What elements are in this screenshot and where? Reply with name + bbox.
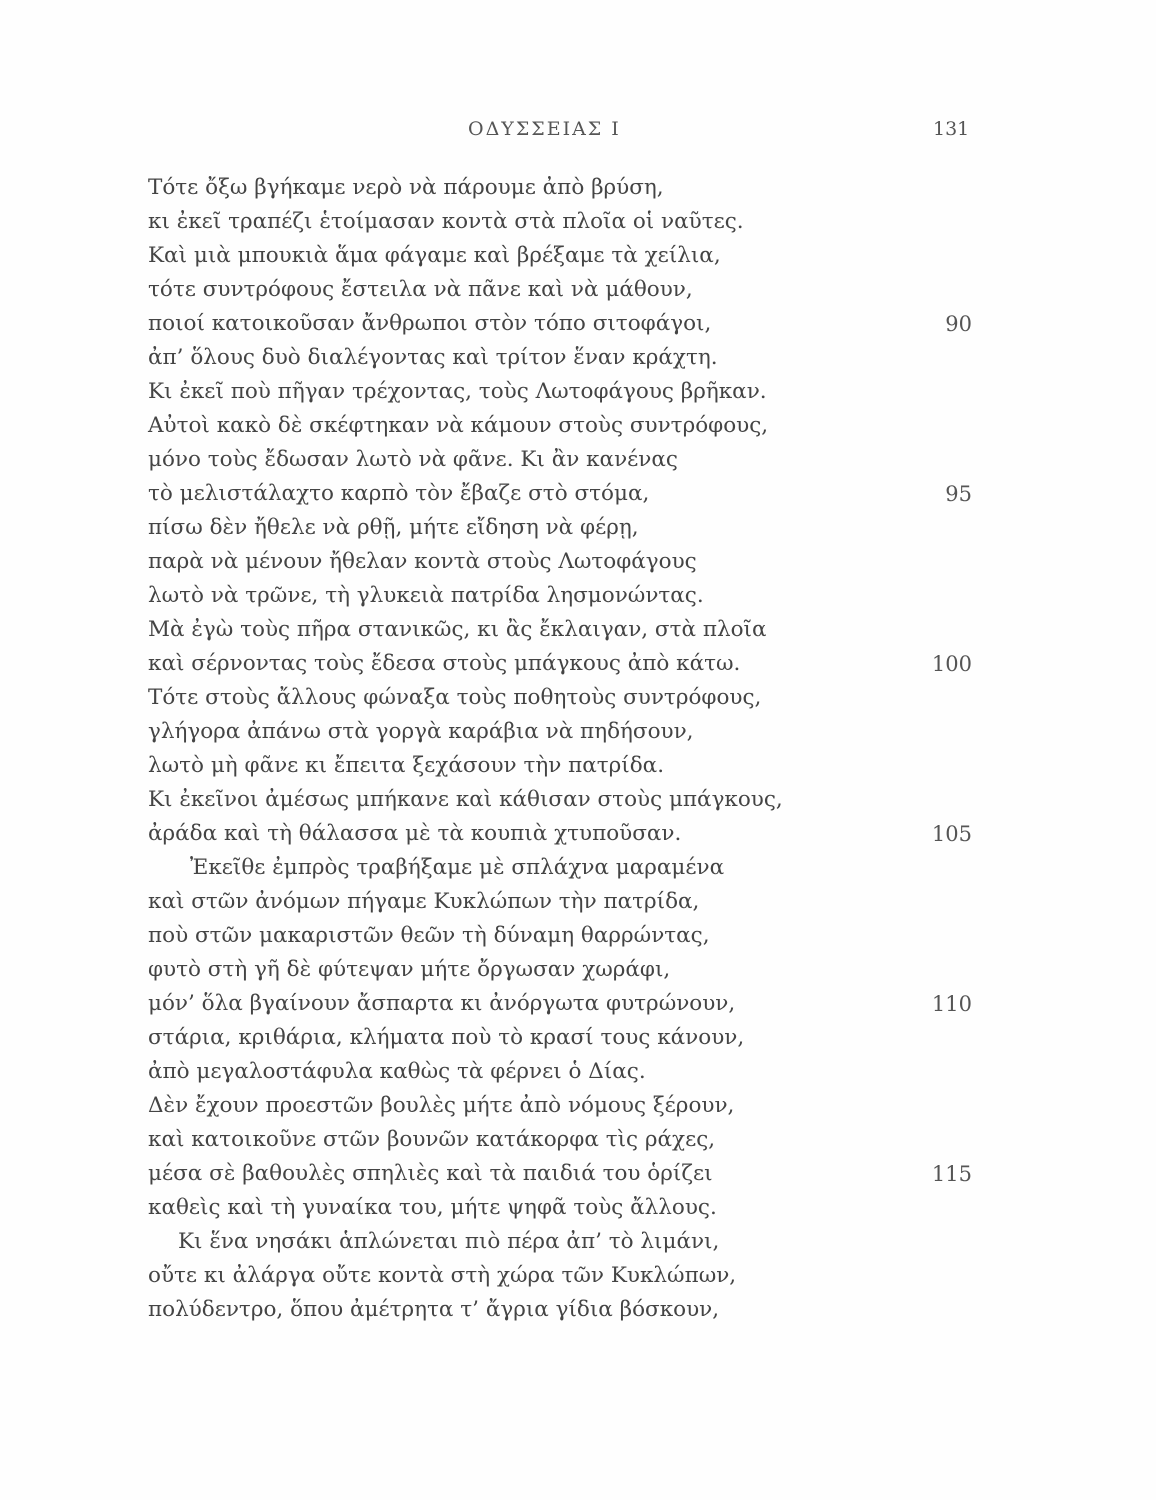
verse-line (0, 953, 1156, 987)
verse-text: γλήγορα ἀπάνω στὰ γοργὰ καράβια νὰ πηδήσουν, (148, 719, 694, 744)
verse-text: μέσα σὲ βαθουλὲς σπηλιὲς καὶ τὰ παιδιά του ὁρίζει (148, 1161, 713, 1186)
verse-line (0, 341, 1156, 375)
verse-text: Ἐκεῖθε ἐμπρὸς τραβήξαμε μὲ σπλάχνα μαραμένα (190, 855, 725, 880)
verse-line-indented (0, 1225, 1156, 1259)
verse-line (0, 171, 1156, 205)
verse-text: μόνο τοὺς ἔδωσαν λωτὸ νὰ φᾶνε. Κι ἂν κανένας (148, 447, 678, 472)
verse-line (0, 579, 1156, 613)
verse-line (0, 1123, 1156, 1157)
verse-line (0, 443, 1156, 477)
running-title: ΟΔΥΣΣΕΙΑΣ Ι (468, 118, 621, 140)
verse-text: Τότε στοὺς ἄλλους φώναξα τοὺς ποθητοὺς συντρόφους, (148, 685, 762, 710)
verse-line (0, 817, 1156, 851)
verse-line (0, 885, 1156, 919)
line-number: 115 (931, 1162, 972, 1186)
verse-line (0, 681, 1156, 715)
line-number: 105 (931, 822, 972, 846)
verse-text: ποιοί κατοικοῦσαν ἄνθρωποι στὸν τόπο σιτοφάγοι, (148, 311, 712, 336)
running-header (0, 118, 1156, 148)
verse-text: πίσω δὲν ἤθελε νὰ ρθῇ, μήτε εἴδηση νὰ φέρῃ, (148, 515, 639, 540)
verse-line (0, 1157, 1156, 1191)
verse-line (0, 749, 1156, 783)
verse-text: πολύδεντρο, ὅπου ἀμέτρητα τ’ ἄγρια γίδια βόσκουν, (148, 1297, 720, 1322)
verse-line (0, 375, 1156, 409)
verse-text: στάρια, κριθάρια, κλήματα ποὺ τὸ κρασί τους κάνουν, (148, 1025, 745, 1050)
line-number: 110 (931, 992, 972, 1016)
verse-text: οὔτε κι ἀλάργα οὔτε κοντὰ στὴ χώρα τῶν Κυκλώπων, (148, 1263, 737, 1288)
verse-text: τότε συντρόφους ἔστειλα νὰ πᾶνε καὶ νὰ μάθουν, (148, 277, 693, 302)
verse-text: Κι ἕνα νησάκι ἁπλώνεται πιὸ πέρα ἀπ’ τὸ λιμάνι, (178, 1229, 720, 1254)
verse-line (0, 545, 1156, 579)
verse-line (0, 647, 1156, 681)
verse-text: ἀπ’ ὅλους δυὸ διαλέγοντας καὶ τρίτον ἕναν κράχτη. (148, 345, 718, 370)
verse-text: Καὶ μιὰ μπουκιὰ ἅμα φάγαμε καὶ βρέξαμε τὰ χείλια, (148, 243, 721, 268)
verse-text: Μὰ ἐγὼ τοὺς πῆρα στανικῶς, κι ἂς ἔκλαιγαν, στὰ πλοῖα (148, 617, 767, 642)
verse-text: λωτὸ μὴ φᾶνε κι ἔπειτα ξεχάσουν τὴν πατρίδα. (148, 753, 665, 778)
verse-line (0, 715, 1156, 749)
verse-text: Δὲν ἔχουν προεστῶν βουλὲς μήτε ἀπὸ νόμους ξέρουν, (148, 1093, 735, 1118)
verse-text: Αὐτοὶ κακὸ δὲ σκέφτηκαν νὰ κάμουν στοὺς συντρόφους, (148, 413, 769, 438)
line-number: 95 (945, 482, 972, 506)
verse-line (0, 613, 1156, 647)
verse-line (0, 205, 1156, 239)
verse-text: καὶ σέρνοντας τοὺς ἔδεσα στοὺς μπάγκους ἀπὸ κάτω. (148, 651, 741, 676)
verse-line (0, 273, 1156, 307)
verse-line-indented (0, 851, 1156, 885)
verse-text: καθεὶς καὶ τὴ γυναίκα του, μήτε ψηφᾶ τοὺς ἄλλους. (148, 1195, 717, 1220)
verse-text: ἀράδα καὶ τὴ θάλασσα μὲ τὰ κουπιὰ χτυποῦσαν. (148, 821, 682, 846)
verse-line (0, 1021, 1156, 1055)
line-number: 100 (931, 652, 972, 676)
page-number: 131 (933, 118, 970, 140)
verse-text: φυτὸ στὴ γῆ δὲ φύτεψαν μήτε ὄργωσαν χωράφι, (148, 957, 671, 982)
verse-line (0, 1293, 1156, 1327)
verse-line (0, 1191, 1156, 1225)
verse-line (0, 409, 1156, 443)
verse-text: καὶ κατοικοῦνε στῶν βουνῶν κατάκορφα τὶς ράχες, (148, 1127, 716, 1152)
verse-text: Τότε ὄξω βγήκαμε νερὸ νὰ πάρουμε ἀπὸ βρύση, (148, 175, 664, 200)
line-number: 90 (945, 312, 972, 336)
verse-text: λωτὸ νὰ τρῶνε, τὴ γλυκειὰ πατρίδα λησμονώντας. (148, 583, 704, 608)
verse-text: κι ἐκεῖ τραπέζι ἑτοίμασαν κοντὰ στὰ πλοῖα οἱ ναῦτες. (148, 209, 744, 234)
verse-line (0, 1259, 1156, 1293)
verse-line (0, 307, 1156, 341)
verse-text: Κι ἐκεῖ ποὺ πῆγαν τρέχοντας, τοὺς Λωτοφάγους βρῆκαν. (148, 379, 767, 404)
verse-text: καὶ στῶν ἀνόμων πήγαμε Κυκλώπων τὴν πατρίδα, (148, 889, 700, 914)
verse-text: Κι ἐκεῖνοι ἀμέσως μπήκανε καὶ κάθισαν στοὺς μπάγκους, (148, 787, 783, 812)
verse-line (0, 239, 1156, 273)
verse-line (0, 783, 1156, 817)
verse-line (0, 511, 1156, 545)
poem-text (0, 171, 1156, 1327)
verse-text: ἀπὸ μεγαλοστάφυλα καθὼς τὰ φέρνει ὁ Δίας. (148, 1059, 646, 1084)
verse-line (0, 477, 1156, 511)
verse-line (0, 1055, 1156, 1089)
verse-line (0, 919, 1156, 953)
verse-text: παρὰ νὰ μένουν ἤθελαν κοντὰ στοὺς Λωτοφάγους (148, 549, 697, 574)
verse-text: μόν’ ὅλα βγαίνουν ἄσπαρτα κι ἀνόργωτα φυτρώνουν, (148, 991, 736, 1016)
verse-text: τὸ μελιστάλαχτο καρπὸ τὸν ἔβαζε στὸ στόμα, (148, 481, 650, 506)
verse-line (0, 1089, 1156, 1123)
verse-text: ποὺ στῶν μακαριστῶν θεῶν τὴ δύναμη θαρρώντας, (148, 923, 710, 948)
verse-line (0, 987, 1156, 1021)
